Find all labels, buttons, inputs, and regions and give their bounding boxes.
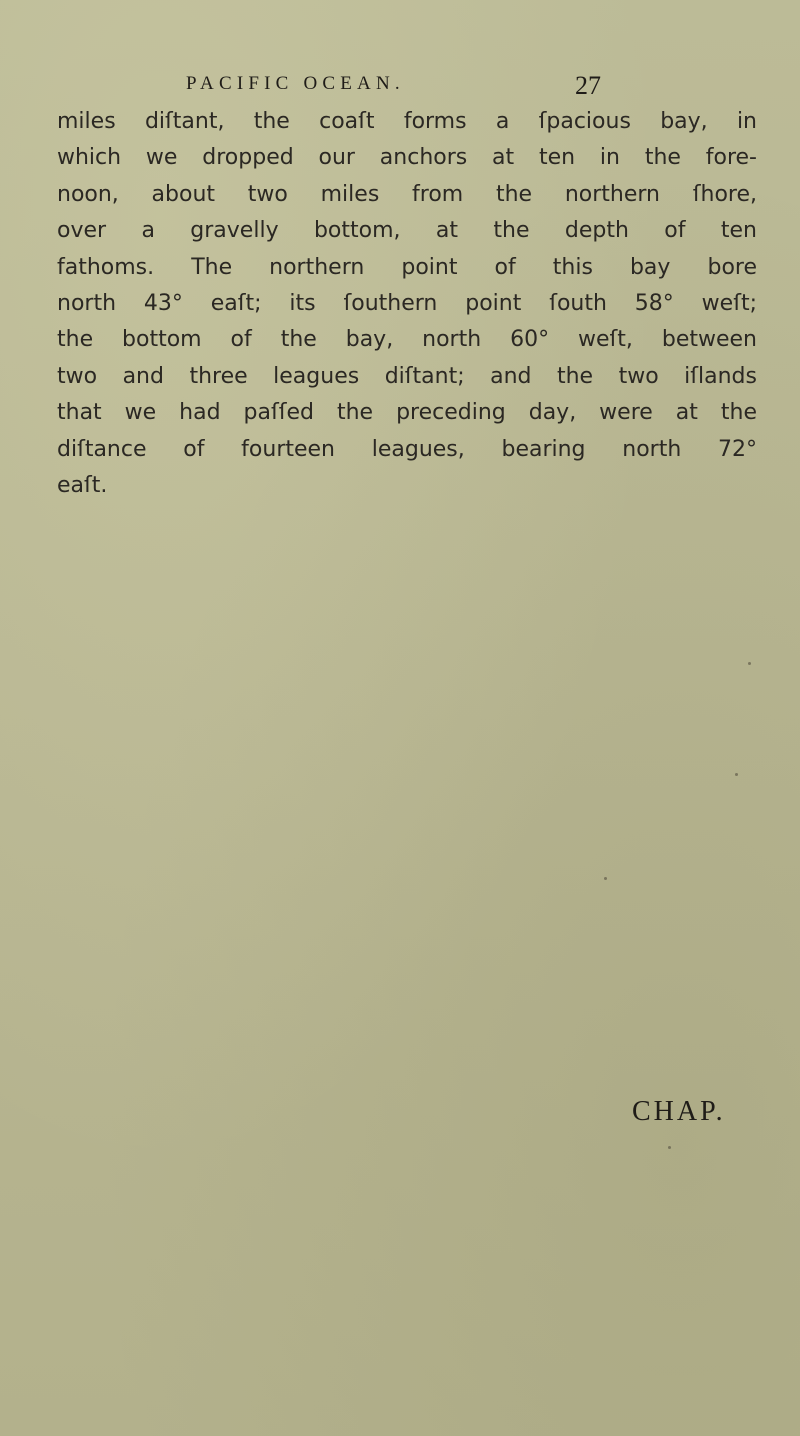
text-line: that we had paſſed the preceding day, were at the [57,400,757,426]
text-line: north 43° eaſt; its ſouthern point ſouth 58° weſt; [57,290,757,316]
text-line: two and three leagues diſtant; and the two iſlands [57,363,757,389]
text-line: miles diſtant, the coaſt forms a ſpacious bay, in [57,109,757,134]
text-line: over a gravelly bottom, at the depth of ten [57,218,757,244]
text-line: which we dropped our anchors at ten in the fore- [57,145,757,171]
paper-speck [748,662,751,665]
text-line: diſtance of fourteen leagues, bearing north 72° [57,436,757,462]
page-number: 27 [575,71,601,100]
text-line: noon, about two miles from the northern ſhore, [57,181,757,207]
body-text [57,104,757,504]
catchword: CHAP. [632,1096,726,1127]
paper-speck [735,773,738,776]
paper-speck [604,877,607,880]
text-line: fathoms. The northern point of this bay bore [57,254,757,280]
text-line: the bottom of the bay, north 60° weſt, between [57,327,757,353]
paper-speck [668,1146,671,1149]
running-head [0,73,800,103]
text-line: eaſt. [57,472,108,498]
running-title: PACIFIC OCEAN. [186,73,405,94]
